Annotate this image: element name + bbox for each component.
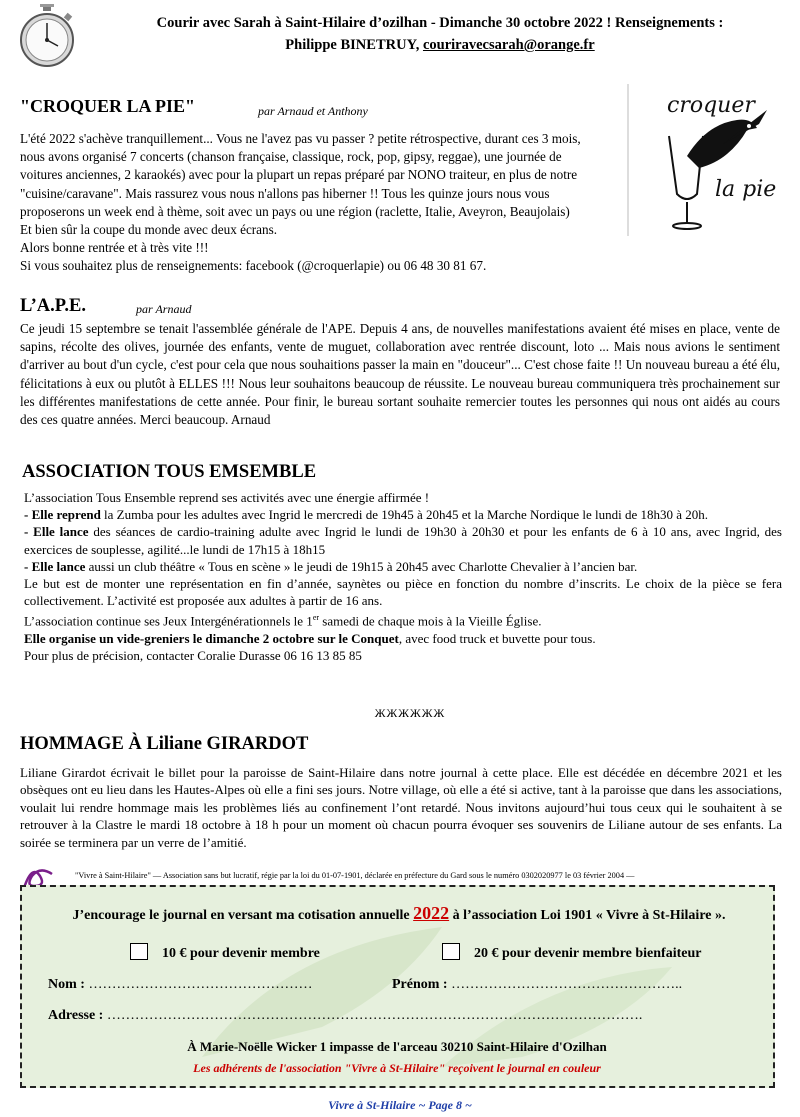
ornament-divider: ЖЖЖЖЖЖ bbox=[374, 706, 446, 720]
ape-byline: par Arnaud bbox=[136, 302, 192, 316]
svg-text:la pie: la pie bbox=[715, 177, 777, 202]
cotisation-form bbox=[20, 885, 775, 1088]
tous-intro: L’association Tous Ensemble reprend ses activités avec une énergie affirmée ! bbox=[24, 490, 430, 505]
tous-para: Elle organise un vide-greniers le dimanche 2 octobre sur le Conquet, avec food truck et buvette pour tous. bbox=[24, 630, 596, 646]
prenom-field[interactable]: Prénom : ………………………………………….. bbox=[392, 977, 683, 992]
page-header bbox=[90, 12, 790, 56]
page-footer: Vivre à St-Hilaire ~ Page 8 ~ bbox=[328, 1098, 472, 1112]
croquer-text bbox=[20, 130, 660, 276]
croquer-title: "CROQUER LA PIE" bbox=[20, 96, 196, 116]
header-contact: Philippe BINETRUY, bbox=[285, 37, 423, 53]
tous-item: - Elle lance des séances de cardio-training adulte avec Ingrid le lundi de 19h30 à 20h30 et pour les enfants de 6 à 10 ans, avec Ingrid, des exercices de souplesse, agilité...le lundi de 17h15 à 18h15 bbox=[24, 524, 782, 557]
croquer-line: Et bien sûr la coupe du monde avec deux écrans. bbox=[20, 222, 278, 238]
header-line1: Courir avec Sarah à Saint-Hilaire d’ozilhan - Dimanche 30 octobre 2022 ! Renseignements : bbox=[156, 15, 724, 31]
stopwatch-icon bbox=[18, 4, 76, 68]
croquer-line: proposerons un week end à thème, soit avec un pays ou une région (raclette, Italie, Aveyron, Beaujolais) bbox=[20, 203, 570, 219]
croquer-byline: par Arnaud et Anthony bbox=[258, 104, 368, 118]
hommage-text: Liliane Girardot écrivait le billet pour la paroisse de Saint-Hilaire dans notre journal à cette place. Elle est décédée en décembre 2021 et les obsèques ont eu lieu dans les Hautes-Alpes où elle a fini ses jours. Notre village, où elle a été si active, tant à la paroisse que dans les associations, voulait lui rendre hommage mais les problèmes liés au confinement l’ont retardé. Nous invitons aujourd’hui tous ceux qui le souhaitent à se retrouver à la Clastre le mardi 18 octobre à 18 h pour un moment où chacun pourra évoquer ses souvenirs de Liliane autour de ses enfants. La soirée se terminera par un verre de l’amitié. bbox=[20, 765, 782, 850]
tous-title: ASSOCIATION TOUS EMSEMBLE bbox=[22, 462, 317, 482]
croquer-line: Si vous souhaitez plus de renseignements: facebook (@croquerlapie) ou 06 48 30 81 67. bbox=[20, 258, 487, 274]
croquer-la-pie-logo bbox=[627, 84, 793, 236]
option-member[interactable]: 10 € pour devenir membre bbox=[130, 943, 320, 962]
svg-text:croquer: croquer bbox=[667, 93, 755, 118]
ape-text: Ce jeudi 15 septembre se tenait l'assemblée générale de l'APE. Depuis 4 ans, de nouvelles manifestations avaient été mises en place, vente de sapins, récolte des olives, journée des enfants, vente de muguet, collaboration avec rentrée discount, loto ... Mais nous avions le sentiment d'arriver au bout d'un cycle, c'est pour cela que nous souhaitions passer la main en "douceur"... C'est chose faite !! Un nouveau bureau a été élu, félicitations à eux ou plutôt à ELLES !!! Nous leur souhaitons beaucoup de réussite. Le nouveau bureau communiquera très prochainement sur les différentes manifestations de cette année. Pour finir, le bureau sortant souhaite remercier toutes les personnes qui nous ont aidés au cours des ces quatre années. Merci beaucoup. Arnaud bbox=[20, 321, 780, 428]
tous-text bbox=[24, 489, 782, 664]
tous-item: - Elle lance aussi un club théâtre « Tous en scène » le jeudi de 19h15 à 20h45 avec Charlotte Chevalier à l’ancien bar. bbox=[24, 558, 638, 574]
croquer-line: voitures anciennes, 2 karaokés) avec pour la plupart un repas préparé par NONO traiteur, en plus de notre bbox=[20, 167, 578, 183]
color-note: Les adhérents de l'association "Vivre à St-Hilaire" reçoivent le journal en couleur bbox=[193, 1061, 601, 1075]
tous-item: - Elle reprend la Zumba pour les adultes avec Ingrid le mercredi de 19h45 à 20h45 et la Marche Nordique le lundi de 18h30 à 20h. bbox=[24, 507, 708, 523]
member-checkbox[interactable] bbox=[130, 943, 148, 960]
croquer-line: Alors bonne rentrée et à très vite !!! bbox=[20, 240, 209, 256]
nom-field[interactable]: Nom : ………………………………………… bbox=[48, 977, 313, 992]
email-link[interactable]: couriravecsarah@orange.fr bbox=[422, 37, 595, 53]
tous-contact: Pour plus de précision, contacter Coralie Durasse 06 16 13 85 85 bbox=[24, 648, 362, 664]
encourage-line: J’encourage le journal en versant ma cotisation annuelle 2022 à l’association Loi 1901 « Vivre à St-Hilaire ». bbox=[72, 903, 726, 923]
benefactor-checkbox[interactable] bbox=[442, 943, 460, 960]
croquer-line: nous avons organisé 7 concerts (chanson française, classique, rock, pop, gipsy, reggae), une journée de bbox=[20, 149, 562, 165]
hommage-title: HOMMAGE À Liliane GIRARDOT bbox=[20, 734, 309, 754]
mailing-address: À Marie-Noëlle Wicker 1 impasse de l'arceau 30210 Saint-Hilaire d'Ozilhan bbox=[187, 1039, 607, 1054]
croquer-line: L'été 2022 s'achève tranquillement... Vous ne l'avez pas vu passer ? petite rétrospective, durant ces 3 mois, bbox=[20, 131, 581, 146]
association-note: "Vivre à Saint-Hilaire" — Association sans but lucratif, régie par la loi du 01-07-1901, déclarée en préfecture du Gard sous le numéro 0302020977 le 03 février 2004 — bbox=[75, 871, 635, 880]
tous-para: L’association continue ses Jeux Intergénérationnels le 1er samedi de chaque mois à la Vieille Église. bbox=[24, 613, 542, 629]
option-benefactor[interactable]: 20 € pour devenir membre bienfaiteur bbox=[442, 943, 702, 962]
ape-title: L’A.P.E. bbox=[20, 296, 86, 316]
croquer-line: "cuisine/caravane". Mais rassurez vous nous n'allons pas hiberner !! Tous les quinze jours nous vous bbox=[20, 185, 550, 201]
tous-para: Le but est de monter une représentation en fin d’année, saynètes ou pièce en fonction du nombre d’inscrits. Le choix de la pièce se fera collectivement. L’activité est proposée aux adultes à partir de 16 ans. bbox=[24, 576, 782, 609]
year-value: 2022 bbox=[413, 903, 450, 923]
adresse-field[interactable]: Adresse : ……………………………………………………………………………………………………. bbox=[48, 1008, 643, 1023]
